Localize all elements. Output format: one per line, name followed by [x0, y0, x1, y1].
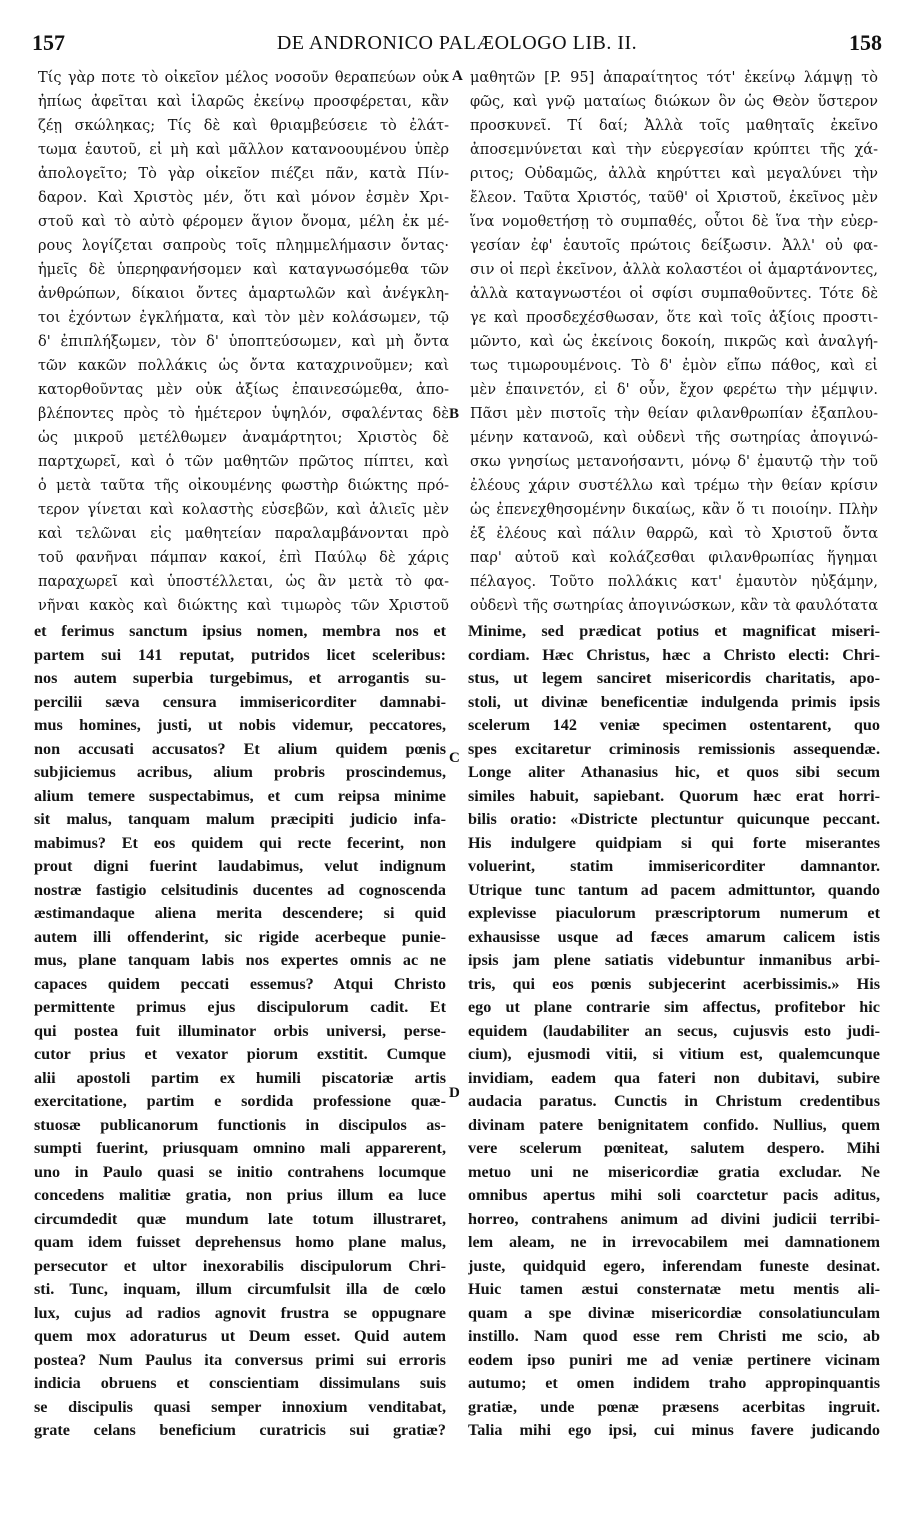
- text-line: lem aleam, ne in irrevocabilem mei damnationem: [468, 1233, 880, 1251]
- text-line: percilii sæva censura immisericorditer damnabi-: [34, 692, 446, 711]
- text-line: quam a spe divinæ misericordiæ consolatiunculam: [468, 1303, 880, 1322]
- text-line: permittente primus ejus discipulorum cadit. Et: [34, 998, 446, 1016]
- text-line: ἀνθρώπων, δίκαιοι ὄντες ἁμαρτωλῶν καὶ ἀνέγκλη-: [38, 286, 449, 302]
- text-line: nos autem superbia turgebimus, et arrogantis su-: [34, 669, 446, 687]
- text-line: ἀλλὰ καταγνωστέοι οἱ σφίσι συμπαθοῦντες. Τότε δὲ: [470, 286, 878, 302]
- text-line: autumo; et omen indidem traho appropinquantis: [468, 1374, 880, 1392]
- text-line: instillo. Nam quod esse rem Christi me scio, ab: [468, 1327, 880, 1345]
- text-line: ego ut plane contrarie sim affectus, profitebor hic: [468, 998, 880, 1016]
- text-line: τερον γίνεται καὶ κολαστὴς εὐσεβῶν, καὶ ἁλιεῖς μὲν: [38, 502, 449, 518]
- text-line: τως τιμωρουμένοις. Τὸ δ' ἐμὸν εἴπω πάθος, καὶ εἰ: [470, 358, 878, 374]
- text-line: spes excitaretur criminosis remissionis assequendæ.: [468, 739, 880, 758]
- greek-text-left-column: [38, 66, 449, 618]
- text-line: ὡς μικροῦ μετέλθωμεν ἀναμάρτητοι; Χριστὸς δὲ: [38, 430, 449, 446]
- text-line: bilis oratio: «Districte plectuntur quicunque peccant.: [468, 810, 880, 828]
- text-line: στοῦ καὶ τὸ αὐτὸ φέρομεν ἅγιον ὄνομα, μέλη ἐκ μέ-: [38, 214, 449, 230]
- text-line: ριτος; Οὐδαμῶς, ἀλλὰ κηρύττει καὶ μεγαλύνει τὴν: [470, 166, 878, 182]
- running-head: [32, 30, 882, 60]
- text-line: equidem (laudabiliter an secus, cujusvis esto judi-: [468, 1021, 880, 1040]
- text-line: quam idem fuisset deprehensus homo plane malus,: [34, 1233, 446, 1251]
- text-line: γε καὶ προσδεχέσθωσαν, ὅτε καὶ τοῖς ἀξίοις προστι-: [470, 310, 878, 326]
- text-line: ὁ μετὰ ταῦτα τῆς οἰκουμένης φωστὴρ διώκτης πρό-: [38, 478, 449, 494]
- text-line: ipsis jam plene satiatis videbuntur inmanibus arbi-: [468, 951, 880, 969]
- text-line: τοι ἐχόντων ἐγκλήματα, καὶ τὸν μὲν κολάσωμεν, τῷ: [38, 310, 449, 326]
- text-line: ἐξ ἐλέους καὶ πάλιν θαρρῶ, καὶ τὸ Χριστοῦ ὄντα: [470, 526, 878, 542]
- text-line: βλέποντες πρὸς τὸ ἡμέτερον ὑψηλόν, σφαλέντας δὲ: [38, 406, 449, 422]
- text-line: μαθητῶν [P. 95] ἀπαραίτητος τότ' ἐκείνῳ λάμψῃ τὸ: [470, 70, 878, 86]
- text-line: ἐλέους χάριν συστέλλω καὶ τρέμω τὴν θείαν κρίσιν: [470, 478, 878, 494]
- text-line: cutor prius et vexator piorum exstitit. Cumque: [34, 1045, 446, 1063]
- text-line: scelerum 142 veniæ specimen ostentarent, quo: [468, 716, 880, 734]
- text-line: partem sui 141 reputat, putridos licet sceleribus:: [34, 645, 446, 664]
- latin-text-left-column: [34, 620, 446, 1443]
- text-line: autem illi offenderint, sic rigide acerbeque punie-: [34, 927, 446, 946]
- text-line: vere scelerum pœniteat, salutem despero. Mihi: [468, 1139, 880, 1157]
- text-line: His indulgere quidpiam si qui forte miserantes: [468, 833, 880, 852]
- text-line: prout digni fuerint laudabimus, velut indignum: [34, 857, 446, 875]
- text-line: Huic tamen æstui consternatæ metu mentis ali-: [468, 1280, 880, 1298]
- text-line: quem mox adoraturus ut Deum esset. Quid autem: [34, 1327, 446, 1345]
- text-line: metuo uni ne misericordiæ gratia excludar. Ne: [468, 1162, 880, 1181]
- text-line: mabimus? Et eos quidem qui recte fecerint, non: [34, 833, 446, 852]
- left-page-number: 157: [32, 30, 65, 55]
- text-line: concedens malitiæ gratia, non prius illum ea luce: [34, 1186, 446, 1204]
- text-line: tris, qui eos pœnis subjecerint acerbissimis.» His: [468, 974, 880, 993]
- text-line: explevisse piaculorum præscriptorum numerum et: [468, 904, 880, 922]
- text-line: προσκυνεῖ. Τί δαί; Ἀλλὰ τοῖς μαθηταῖς ἐκεῖνο: [470, 118, 878, 134]
- text-line: exhausisse usque ad fæces amarum calicem istis: [468, 927, 880, 946]
- text-line: et ferimus sanctum ipsius nomen, membra nos et: [34, 622, 446, 640]
- text-line: σκω γνησίως μετανοήσαντι, μόνῳ δ' ἐμαυτῷ τὴν τοῦ: [470, 454, 878, 470]
- text-line: uno in Paulo quasi se initio contrahens locumque: [34, 1162, 446, 1181]
- text-line: similes habuit, sapiebant. Quorum hæc erat horri-: [468, 786, 880, 805]
- text-line: Utrique tunc tantum ad pacem admittuntor, quando: [468, 880, 880, 899]
- text-line: Talia mihi ego ipsi, cui minus favere judicando: [468, 1421, 880, 1439]
- text-line: cium), ejusmodi vitii, si vitium est, qualemcunque: [468, 1045, 880, 1063]
- text-line: σιν οἱ περὶ ἐκεῖνον, ἀλλὰ κολαστέοι οἱ ἁμαρτάνοντες,: [470, 262, 878, 278]
- text-line: παραχωρεῖ καὶ ὑποστέλλεται, ὡς ἂν μετὰ τὸ φα-: [38, 574, 449, 590]
- text-line: divinam patere benignitatem confido. Nullius, quem: [468, 1115, 880, 1134]
- text-line: ἠπίως ἀφεῖται καὶ ἱλαρῶς ἐκείνῳ προσφέρεται, κἂν: [38, 94, 449, 110]
- text-line: μένην κατανοῶ, καὶ οὐδενὶ τῆς σωτηρίας ἀπογινώ-: [470, 430, 878, 446]
- text-line: sit malus, tanquam malum præcipiti judicio infa-: [34, 810, 446, 828]
- text-line: sti. Tunc, inquam, illum circumfulsit illa de cœlo: [34, 1280, 446, 1298]
- text-line: indicia obruens et conscientiam dissimulans suis: [34, 1374, 446, 1392]
- text-line: κατορθοῦντας μὲν οὐκ ἀξίως ἐπαινεσώμεθα, ἀπο-: [38, 382, 449, 398]
- text-line: lux, cujus ad radios agnovit frustra se oppugnare: [34, 1303, 446, 1322]
- text-line: τῶν κακῶν πολλάκις ὡς ὄντα καταχρινοῦμεν; καὶ: [38, 358, 449, 374]
- text-line: cordiam. Hæc Christus, hæc a Christo electi: Chri-: [468, 645, 880, 664]
- text-line: νῆναι κακὸς καὶ διώκτης καὶ τιμωρὸς τῶν Χριστοῦ: [38, 598, 449, 614]
- text-line: Longe aliter Athanasius hic, et quos sibi secum: [468, 763, 880, 781]
- text-line: οὐδενὶ τῆς σωτηρίας ἀπογινώσκων, κἂν τὰ φαυλότατα: [470, 598, 878, 614]
- text-line: stuosæ publicanorum functionis in discipulos as-: [34, 1115, 446, 1134]
- text-line: horreo, contrahens animum ad divini judicii terribi-: [468, 1209, 880, 1228]
- margin-marker-a: A: [452, 68, 463, 84]
- text-line: persecutor et ultor inexorabilis discipulorum Chri-: [34, 1256, 446, 1275]
- text-line: Τίς γὰρ ποτε τὸ οἰκεῖον μέλος νοσοῦν θεραπεύων οὐκ: [38, 70, 449, 86]
- text-line: postea? Num Paulus ita conversus primi sui erroris: [34, 1350, 446, 1369]
- text-line: τωμα ἑαυτοῦ, εἰ μὴ καὶ μᾶλλον κατανοουμένου ὑπὲρ: [38, 142, 449, 158]
- text-line: audacia paratus. Cunctis in Christum credentibus: [468, 1092, 880, 1110]
- text-line: non accusati accusatos? Et alium quidem pœnis: [34, 739, 446, 758]
- text-line: μὲν ἐπαινετόν, εἰ δ' οὖν, ἔχον φερέτω τὴν μέμψιν.: [470, 382, 878, 398]
- text-line: Πᾶσι μὲν πιστοῖς τὴν θείαν φιλανθρωπίαν ἐξαπλου-: [470, 406, 878, 422]
- text-line: invidiam, eadem qua fateri non dubitavi, subire: [468, 1068, 880, 1087]
- text-line: φῶς, καὶ γνῷ ματαίως διώκων ὃν ὡς Θεὸν ὕστερον: [470, 94, 878, 110]
- text-line: παρτχωρεῖ, καὶ ὁ τῶν μαθητῶν πρῶτος πίπτει, καὶ: [38, 454, 449, 470]
- text-line: qui postea fuit illuminator orbis universi, perse-: [34, 1021, 446, 1040]
- text-line: γεσίαν ἐφ' ἑαυτοῖς πρώτοις δείξωσιν. Ἀλλ' οὐ φα-: [470, 238, 878, 254]
- text-line: sumpti fuerint, priusquam omnino mali apparerent,: [34, 1139, 446, 1157]
- text-line: nostræ fastigio celsitudinis ducentes ad cognoscenda: [34, 880, 446, 899]
- text-line: æstimandaque aliena merita descendere; si quid: [34, 904, 446, 922]
- text-line: ρους λογίζεται σαπροὺς τοῖς πλημμελήμασιν ὄντας·: [38, 238, 449, 254]
- text-line: Minime, sed prædicat potius et magnificat miseri-: [468, 622, 880, 640]
- text-line: ἡμεῖς δὲ ὑπερηφανήσομεν καὶ καταγνωσόμεθα τῶν: [38, 262, 449, 278]
- text-line: omnibus apertus mihi soli coarctetur pacis aditus,: [468, 1186, 880, 1204]
- text-line: δ' ἐπιπλήξωμεν, τὸν δ' ὑποπτεύσωμεν, καὶ μὴ ὄντα: [38, 334, 449, 350]
- text-line: eodem ipso puniri me ad veniæ pertinere vicinam: [468, 1350, 880, 1369]
- text-line: alium temere suspectabimus, et cum reipsa minime: [34, 786, 446, 805]
- text-line: ὡς ἐπενεχθησομένην δικαίως, κἂν ὅ τι ποιοίην. Πλὴν: [470, 502, 878, 518]
- text-line: καὶ τελῶναι εἰς μαθητείαν παραλαμβάνονται πρὸ: [38, 526, 449, 542]
- text-line: stoli, ut divinæ beneficentiæ indulgenda primis ipsis: [468, 692, 880, 711]
- text-line: δαρον. Καὶ Χριστὸς μέν, ὅτι καὶ μόνον ἐσμὲν Χρι-: [38, 190, 449, 206]
- right-page-number: 158: [849, 30, 882, 55]
- text-line: exercitatione, partim e sordida professione quæ-: [34, 1092, 446, 1110]
- text-line: ἀπολογεῖτο; Τὸ γὰρ οἰκεῖον πιέζει πᾶν, κατὰ Πίν-: [38, 166, 449, 182]
- text-line: se discipulis quasi semper innoxium venditabat,: [34, 1397, 446, 1416]
- text-line: ἀποσεμνύνεται καὶ τὴν εὐεργεσίαν κρύπτει τῆς χά-: [470, 142, 878, 158]
- text-line: gratiæ, unde pœnæ præsens acerbitas ingruit.: [468, 1397, 880, 1416]
- text-line: ἵνα νομοθετήσῃ τὸ συμπαθές, οὗτοι δὲ ἵνα τὴν εὐερ-: [470, 214, 878, 230]
- text-line: capaces quidem peccati essemus? Atqui Christo: [34, 974, 446, 993]
- text-line: juste, quidquid egero, inferendam funeste desinat.: [468, 1256, 880, 1275]
- text-line: ζέῃ σκώληκας; Τίς δὲ καὶ θριαμβεύσειε τὸ ἐλάτ-: [38, 118, 449, 134]
- text-line: μῶντο, καὶ ὡς ἐκείνοις δοκοίη, πικρῶς καὶ ἀναλγή-: [470, 334, 878, 350]
- text-line: πέλαγος. Τοῦτο πολλάκις κατ' ἐμαυτὸν ηὐξάμην,: [470, 574, 878, 590]
- text-line: alii apostoli partim ex humili piscatoriæ artis: [34, 1068, 446, 1087]
- text-line: παρ' αὐτοῦ καὶ κολάζεσθαι φιλανθρωπίας ἥγημαι: [470, 550, 878, 566]
- latin-text-right-column: [468, 620, 880, 1443]
- text-line: mus homines, justi, ut nobis videmur, peccatores,: [34, 716, 446, 734]
- text-line: subjiciemus acribus, alium probris proscindemus,: [34, 763, 446, 781]
- text-line: mus, plane tanquam labis nos expertes omnis ac ne: [34, 951, 446, 969]
- text-line: ἔλεον. Ταῦτα Χριστός, ταῦθ' οἱ Χριστοῦ, ἐκεῖνος μὲν: [470, 190, 878, 206]
- text-line: voluerint, statim immisericorditer damnantor.: [468, 857, 880, 875]
- text-line: grate celans beneficium curatricis sui gratiæ?: [34, 1421, 446, 1439]
- margin-marker-d: D: [449, 1085, 460, 1101]
- text-line: τοῦ φανῆναι πάμπαν κακοί, ἐπὶ Παύλῳ δὲ χάρις: [38, 550, 449, 566]
- margin-marker-b: B: [449, 406, 460, 422]
- text-line: circumdedit quæ mundum late totum illustraret,: [34, 1209, 446, 1228]
- text-line: stus, ut legem sanciret misericordis charitatis, apo-: [468, 669, 880, 687]
- running-title: DE ANDRONICO PALÆOLOGO LIB. II.: [276, 32, 638, 54]
- greek-text-right-column: [470, 66, 878, 618]
- margin-marker-c: C: [449, 750, 460, 766]
